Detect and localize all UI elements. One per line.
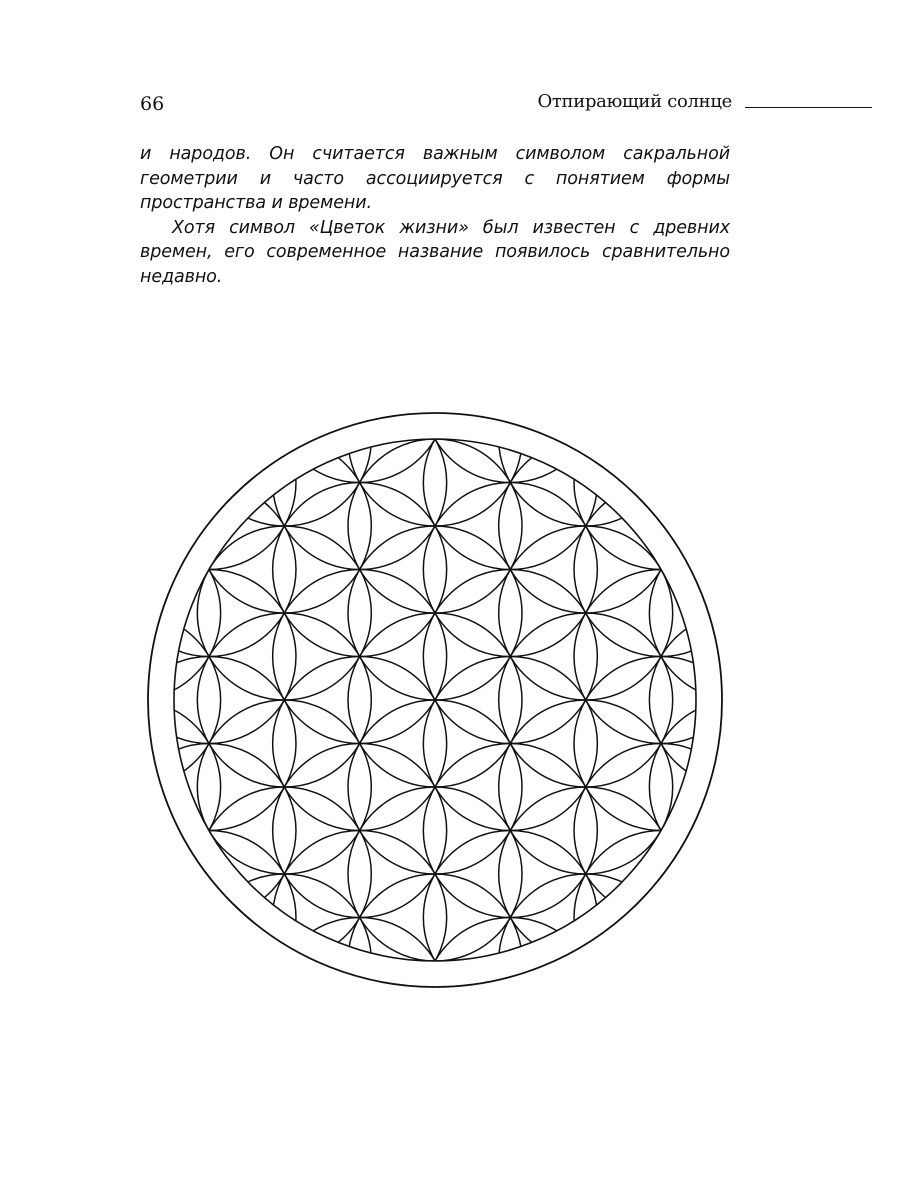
running-head: Отпирающий солнце: [537, 91, 732, 112]
pattern-circle: [423, 918, 597, 996]
pattern-circle: [273, 918, 447, 996]
pattern-circle: [649, 787, 730, 961]
pattern-circle: [197, 405, 371, 526]
pattern-circle: [348, 874, 522, 995]
pattern-circle: [273, 405, 447, 483]
pattern-circle: [348, 961, 522, 995]
pattern-circle: [348, 405, 522, 526]
pattern-circle: [499, 405, 673, 526]
paragraph-1: и народов. Он считается важным символом сакральной геометрии и часто ассоциируется с понятием формы пространства и времени.: [140, 144, 730, 213]
pattern-circle: [140, 831, 296, 996]
flower-of-life-figure: [140, 405, 730, 995]
pattern-circle: [423, 405, 597, 483]
pattern-circle: [140, 405, 296, 570]
pattern-circle: [499, 874, 673, 995]
pattern-circle: [273, 405, 447, 570]
pattern-circle: [423, 831, 597, 996]
pattern-circle: [140, 439, 221, 613]
pattern-circle: [273, 831, 447, 996]
pattern-circle: [197, 874, 371, 995]
pattern-circle: [574, 831, 730, 996]
pattern-circle: [423, 405, 597, 570]
pattern-circle: [649, 700, 730, 874]
pattern-circle: [140, 700, 221, 874]
body-text: [140, 142, 730, 289]
paragraph-2: Хотя символ «Цветок жизни» был известен с древних времен, его современное название появилось сравнительно недавно.: [140, 217, 730, 287]
pattern-circle: [348, 405, 522, 439]
pattern-circle: [140, 526, 221, 700]
flower-of-life-drawing: [140, 405, 730, 995]
header-rule: [745, 107, 872, 108]
page-number: 66: [140, 93, 165, 115]
pattern-circle: [140, 613, 221, 787]
pattern-circle: [574, 405, 730, 570]
pattern-circle: [140, 787, 221, 961]
pattern-circle: [649, 526, 730, 700]
pattern-circle: [649, 439, 730, 613]
pattern-circle: [649, 613, 730, 787]
